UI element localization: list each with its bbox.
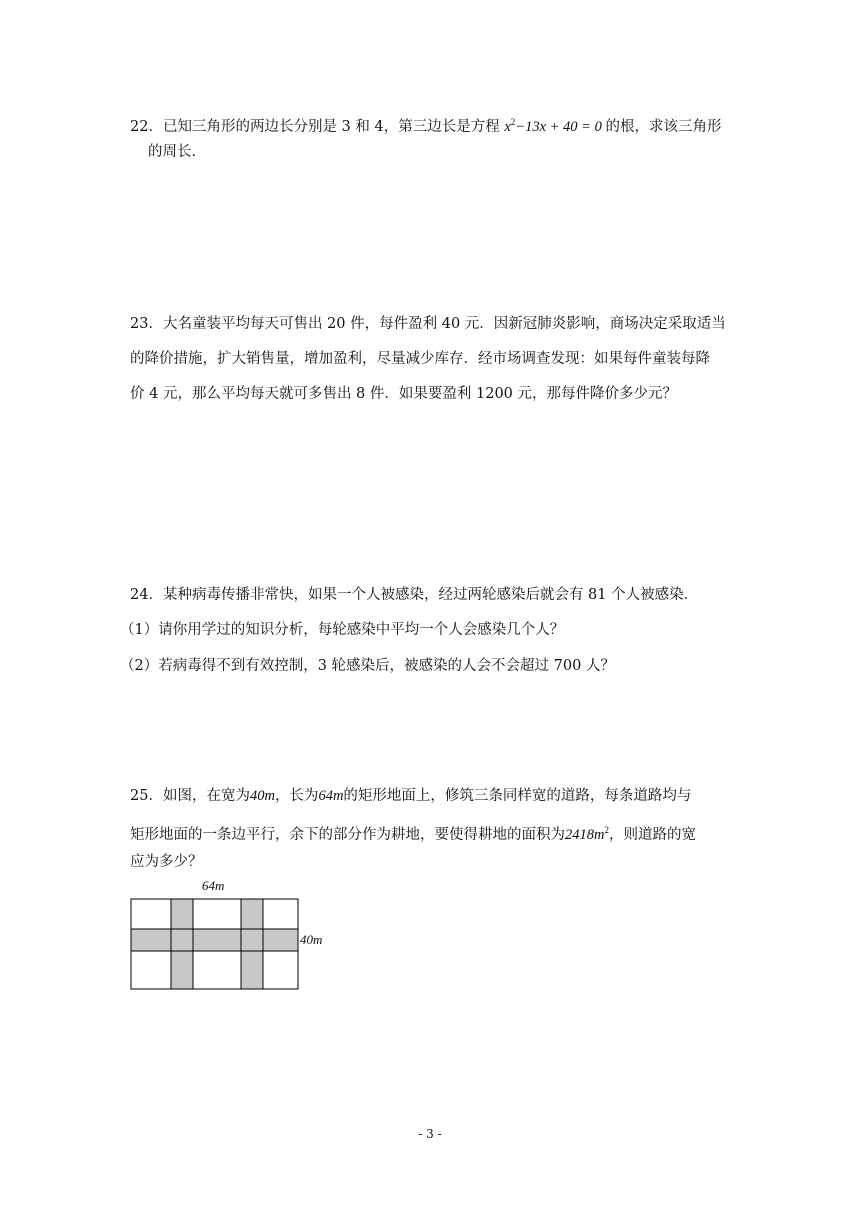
q25-width-value: 40m: [249, 788, 275, 804]
q23-line-3: 价 4 元，那么平均每天就可多售出 8 件．如果要盈利 1200 元，那每件降价多少元？: [130, 386, 678, 402]
q25-line-2: 矩形地面的一条边平行，余下的部分作为耕地，要使得耕地的面积为$2418m^2$，则道路的宽: [130, 825, 696, 843]
q25-figure: [130, 878, 350, 993]
figure-top-label: 64m: [202, 878, 225, 893]
q24-part-2: （2）若病毒得不到有效控制，3 轮感染后，被感染的人会不会超过 700 人？: [120, 658, 615, 674]
q24-part-1: （1）请你用学过的知识分析，每轮感染中平均一个人会感染几个人？: [120, 622, 565, 638]
q23-line-1: 23．大名童装平均每天可售出 20 件，每件盈利 40 元．因新冠肺炎影响，商场决定采取适当: [130, 316, 726, 332]
q22-text-pre: 22．已知三角形的两边长分别是 3 和 4，第三边长是方程: [130, 119, 500, 135]
q22-equation: $x^2-13x + 40 = 0$: [504, 117, 602, 135]
q22-line-1: [130, 112, 721, 137]
figure-side-label: 40m: [300, 932, 323, 947]
q25-length-value: 64m: [318, 788, 344, 804]
q25-line-1: 25．如图，在宽为40m，长为64m的矩形地面上，修筑三条同样宽的道路，每条道路均与: [130, 788, 692, 804]
q24-line-1: 24．某种病毒传播非常快，如果一个人被感染，经过两轮感染后就会有 81 个人被感染．: [130, 587, 699, 603]
q22-text-post: 的根，求该三角形: [605, 119, 722, 135]
q22-line-2: 的周长．: [148, 144, 206, 160]
q25-area-value: $2418m^2$: [565, 825, 609, 843]
q23-line-2: 的降价措施，扩大销售量，增加盈利，尽量减少库存．经市场调查发现：如果每件童装每降: [130, 351, 710, 367]
q25-line-3: 应为多少？: [130, 854, 203, 870]
page-number: - 3 -: [418, 1127, 442, 1141]
horizontal-road: [131, 929, 298, 951]
